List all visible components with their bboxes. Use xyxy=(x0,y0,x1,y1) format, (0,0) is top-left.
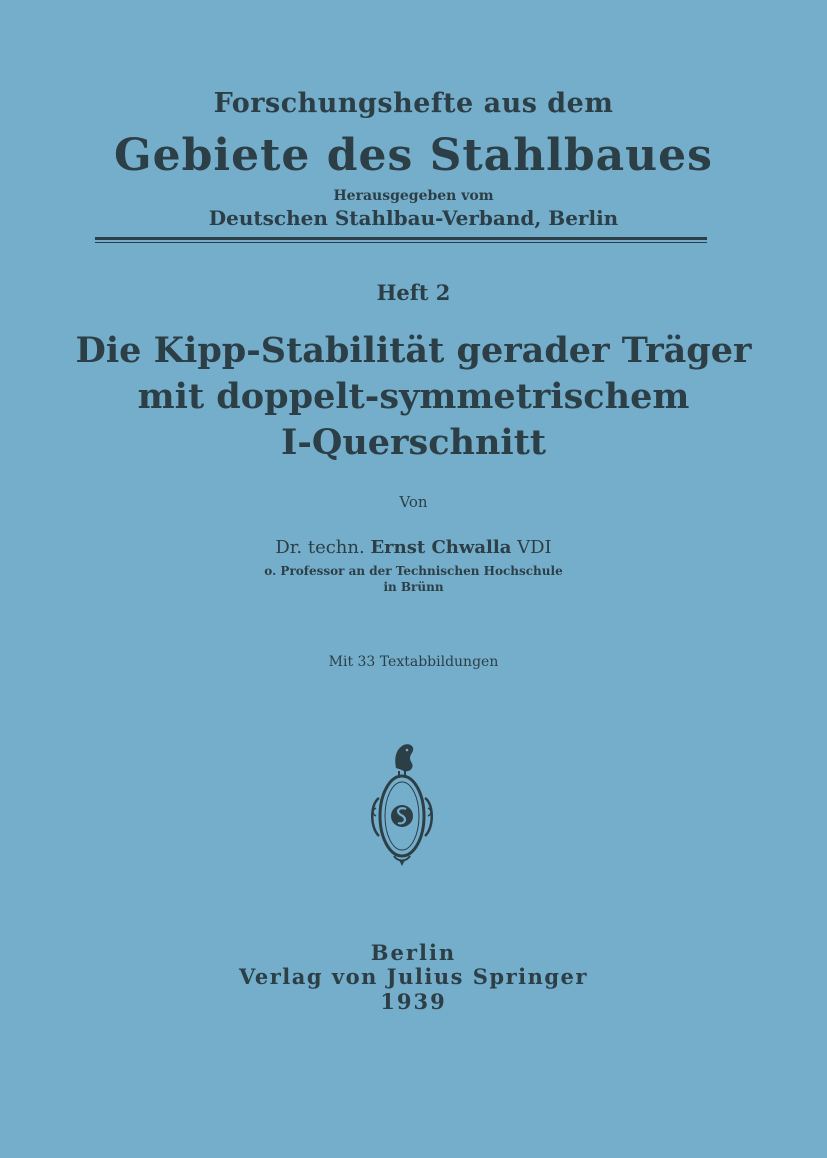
book-title-line3: I-Querschnitt xyxy=(280,422,547,463)
series-title-line2: Gebiete des Stahlbaues xyxy=(114,130,713,181)
author-prefix: Dr. techn. xyxy=(275,537,365,558)
publisher-name: Verlag von Julius Springer xyxy=(239,964,588,989)
editor-name: Deutschen Stahlbau-Verband, Berlin xyxy=(208,206,619,230)
editor-label: Herausgegeben vom xyxy=(333,188,494,204)
issue-number: Heft 2 xyxy=(376,280,451,305)
publisher-city: Berlin xyxy=(370,940,457,965)
author-affiliation-line2: in Brünn xyxy=(383,580,444,594)
illustrations-note: Mit 33 Textabbildungen xyxy=(328,654,499,670)
header-rule-thin xyxy=(95,242,707,243)
author-line xyxy=(0,537,827,558)
book-title-line1: Die Kipp-Stabilität gerader Träger xyxy=(75,330,752,371)
author-suffix: VDI xyxy=(517,537,552,558)
series-title-line1: Forschungshefte aus dem xyxy=(213,88,614,119)
by-label: Von xyxy=(399,493,428,511)
publication-year: 1939 xyxy=(380,989,447,1014)
header-rule-thick xyxy=(95,237,707,240)
author-affiliation-line1: o. Professor an der Technischen Hochschule xyxy=(264,564,563,578)
book-title-line2: mit doppelt-symmetrischem xyxy=(137,376,690,417)
author-name: Ernst Chwalla xyxy=(370,537,512,558)
springer-horse-logo-icon xyxy=(366,738,438,868)
